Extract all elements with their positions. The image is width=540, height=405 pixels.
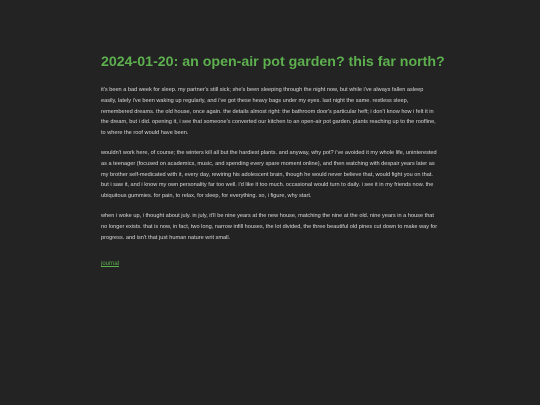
post-paragraph-1: it's been a bad week for sleep. my partner's still sick; she's been sleeping through the night now, but while i've always fallen asleep easily, lately i've been waking up regularly, and i've got these heavy bags under my eyes. last night the same. restless sleep, remembered dreams. the old house, once again. the details almost right: the bathroom door's particular heft; i don't know how i felt it in the dream, but i did. opening it, i see that someone's converted our kitchen to an open-air pot garden. plants reaching up to the roofline, to where the roof would have been. bbox=[101, 87, 436, 137]
post-paragraph-2: wouldn't work here, of course; the winters kill all but the hardiest plants. and anyway, why pot? i've avoided it my whole life, uninterested as a teenager (focused on academics, music, and spending every spare moment online), and then watching with despair years later as my brother self-medicated with it, every day, rewiring his adolescent brain, though he would never believe that, would fight you on that. but i saw it, and i know my own personality far too well. i'd like it too much. occasional would turn to daily. i see it in my friends now. the ubiquitous gummies. for pain, to relax, for sleep, for everything. so, i figure, why start. bbox=[101, 149, 437, 200]
post-title: 2024-01-20: an open-air pot garden? this far north? bbox=[101, 54, 445, 70]
journal-link[interactable]: journal bbox=[101, 261, 120, 268]
post-paragraph-3: when i woke up, i thought about july. in july, it'll be nine years at the new house, matching the nine at the old. nine years in a house that no longer exists. that is now, in fact, two long, narrow infill houses, the lot divided, the three beautiful old pines cut down to make way for progress. and isn't that just human nature writ small. bbox=[101, 212, 438, 241]
journal-entry bbox=[101, 54, 445, 270]
